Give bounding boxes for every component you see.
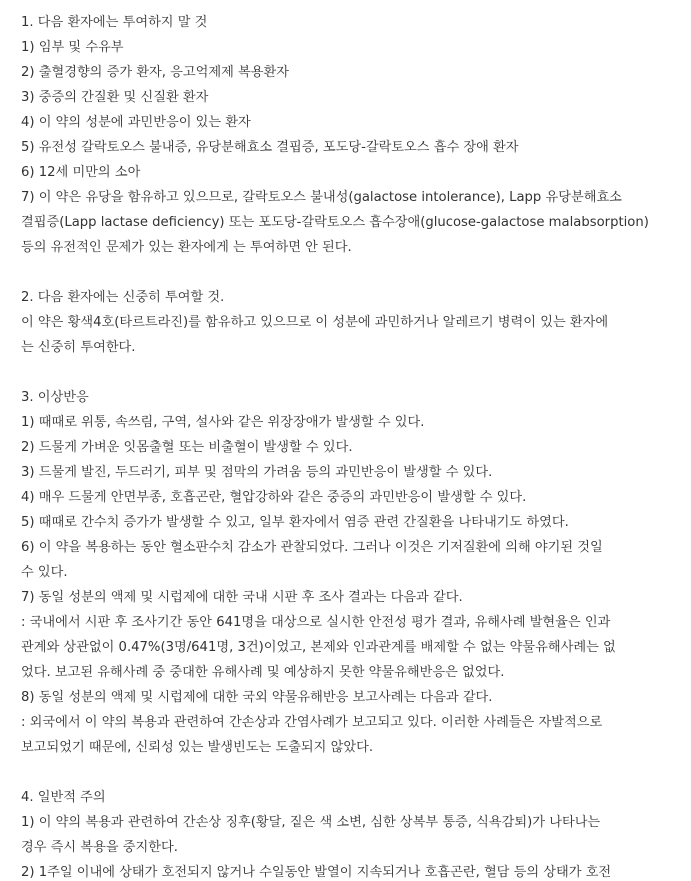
text-line: 2) 출혈경향의 증가 환자, 응고억제제 복용환자: [21, 65, 289, 80]
text-line: 8) 동일 성분의 액제 및 시럽제에 대한 국외 약물유해반응 보고사례는 다음과 같다.: [21, 690, 493, 705]
text-line: 3) 드물게 발진, 두드러기, 피부 및 점막의 가려움 등의 과민반응이 발생할 수 있다.: [21, 465, 493, 480]
text-line: : 국내에서 시판 후 조사기간 동안 641명을 대상으로 실시한 안전성 평가 결과, 유해사례 발현율은 인과: [21, 615, 611, 630]
text-line: 7) 동일 성분의 액제 및 시럽제에 대한 국내 시판 후 조사 결과는 다음과 같다.: [21, 590, 463, 605]
text-line: 4) 이 약의 성분에 과민반응이 있는 환자: [21, 115, 251, 130]
text-line: 1) 이 약의 복용과 관련하여 간손상 징후(황달, 짙은 색 소변, 심한 상복부 통증, 식욕감퇴)가 나타나는: [21, 815, 601, 830]
text-line: 관계와 상관없이 0.47%(3명/641명, 3건)이었고, 본제와 인과관계를 배제할 수 없는 약물유해사례는 없: [21, 640, 616, 655]
text-line: 5) 유전성 갈락토오스 불내증, 유당분해효소 결핍증, 포도당-갈락토오스 흡수 장애 환자: [21, 140, 519, 155]
text-line: 6) 이 약을 복용하는 동안 혈소판수치 감소가 관찰되었다. 그러나 이것은 기저질환에 의해 야기된 것일: [21, 540, 603, 555]
text-line: : 외국에서 이 약의 복용과 관련하여 간손상과 간염사례가 보고되고 있다. 이러한 사례들은 자발적으로: [21, 715, 603, 730]
text-line: 6) 12세 미만의 소아: [21, 165, 141, 180]
text-line: 4. 일반적 주의: [21, 790, 106, 805]
text-line: 경우 즉시 복용을 중지한다.: [21, 840, 178, 855]
text-line: 3) 중증의 간질환 및 신질환 환자: [21, 90, 209, 105]
text-line: 2) 1주일 이내에 상태가 호전되지 않거나 수일동안 발열이 지속되거나 호흡곤란, 혈담 등의 상태가 호전: [21, 865, 612, 880]
text-line: 결핍증(Lapp lactase deficiency) 또는 포도당-갈락토오스 흡수장애(glucose-galactose malabsorption): [21, 215, 649, 230]
text-line: 1) 때때로 위통, 속쓰림, 구역, 설사와 같은 위장장애가 발생할 수 있다.: [21, 415, 425, 430]
text-line: 3. 이상반응: [21, 390, 89, 405]
text-line: 2. 다음 환자에는 신중히 투여할 것.: [21, 290, 225, 305]
text-line: 수 있다.: [21, 565, 68, 580]
text-line: 7) 이 약은 유당을 함유하고 있으므로, 갈락토오스 불내성(galactose intolerance), Lapp 유당분해효소: [21, 190, 622, 205]
text-line: 5) 때때로 간수치 증가가 발생할 수 있고, 일부 환자에서 염증 관련 간질환을 나타내기도 하였다.: [21, 515, 569, 530]
text-line: 1. 다음 환자에는 투여하지 말 것: [21, 15, 208, 30]
text-line: 이 약은 황색4호(타르트라진)를 함유하고 있으므로 이 성분에 과민하거나 알레르기 병력이 있는 환자에: [21, 315, 609, 330]
text-line: 는 신중히 투여한다.: [21, 340, 136, 355]
text-line: 등의 유전적인 문제가 있는 환자에게 는 투여하면 안 된다.: [21, 240, 352, 255]
text-line: 1) 임부 및 수유부: [21, 40, 124, 55]
text-line: 2) 드물게 가벼운 잇몸출혈 또는 비출혈이 발생할 수 있다.: [21, 440, 353, 455]
text-line: 었다. 보고된 유해사례 중 중대한 유해사례 및 예상하지 못한 약물유해반응은 없었다.: [21, 665, 505, 680]
text-line: 4) 매우 드물게 안면부종, 호흡곤란, 혈압강하와 같은 중증의 과민반응이 발생할 수 있다.: [21, 490, 527, 505]
text-line: 보고되었기 때문에, 신뢰성 있는 발생빈도는 도출되지 않았다.: [21, 740, 374, 755]
